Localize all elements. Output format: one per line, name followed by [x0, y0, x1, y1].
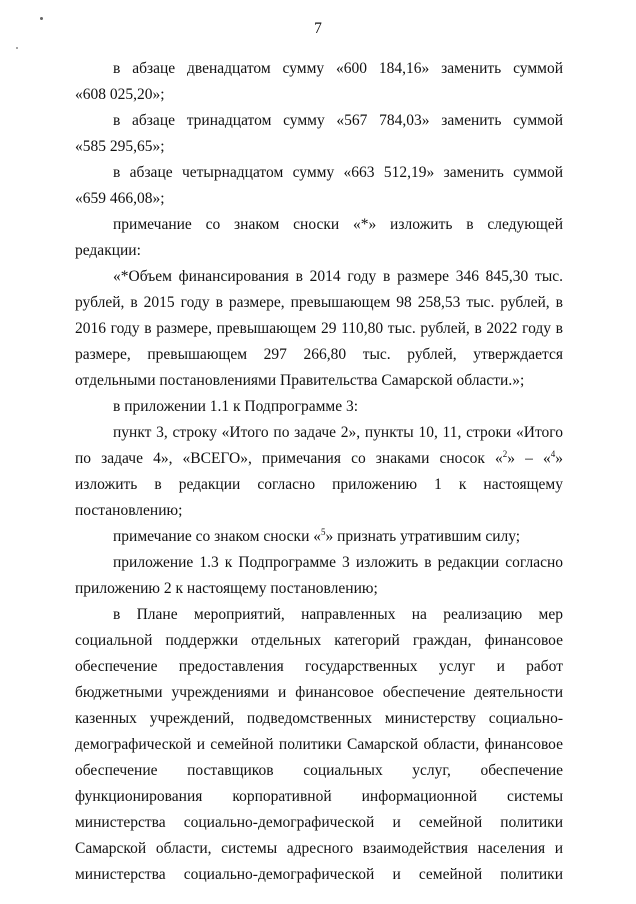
paragraph-text: » изложить в редакции согласно приложению 1 к настоящему постановлению;: [75, 450, 563, 519]
footnote-mark: 4: [550, 449, 556, 459]
document-body: [75, 56, 563, 888]
paragraph: в абзаце двенадцатом сумму «600 184,16» заменить суммой: [113, 60, 563, 77]
paragraph-text: » – «: [507, 450, 551, 467]
paragraph: в Плане мероприятий, направленных на реализацию мер социальной поддержки отдельных категорий граждан, финансовое обеспечение предоставления государственных услуг и работ бюджетными учреждениями и финансовое обеспечение деятельности казенных учреждений, подведомственных министерству социально-демографической и семейной политики Самарской области, финансовое обеспечение поставщиков социальных услуг, обеспечение функционирования корпоративной информационной системы министерства социально-демографической и семейной политики Самарской области, системы адресного взаимодействия населения и министерства социально-демографической и семейной политики: [75, 606, 563, 883]
paragraph: в приложении 1.1 к Подпрограмме 3:: [113, 398, 359, 415]
paragraph-text: пункт 3, строку «Итого по задаче 2», пункты 10, 11, строки «Итого по задаче 4», «ВСЕГО», примечания со знаками сносок «: [75, 424, 563, 467]
paragraph: «*Объем финансирования в 2014 году в размере 346 845,30 тыс. рублей, в 2015 году в размере, превышающем 98 258,53 тыс. рублей, в 2016 году в размере, превышающем 29 110,80 тыс. рублей, в 2022 году в размере, превышающем 297 266,80 тыс. рублей, утверждается отдельными постановлениями Правительства Самарской области.»;: [75, 268, 563, 389]
page-number: 7: [314, 20, 322, 37]
paragraph-text: примечание со знаком сноски «: [113, 528, 321, 545]
paragraph: [75, 420, 563, 524]
paragraph: «585 295,65»;: [75, 138, 165, 155]
paragraph: [75, 524, 563, 550]
footnote-mark: 2: [502, 449, 508, 459]
paragraph-text: » признать утратившим силу;: [325, 528, 521, 545]
paragraph: в абзаце тринадцатом сумму «567 784,03» заменить суммой: [113, 112, 563, 129]
paragraph: «659 466,08»;: [75, 190, 165, 207]
footnote-mark: 5: [321, 527, 326, 537]
paragraph: «608 025,20»;: [75, 86, 165, 103]
paragraph: приложение 1.3 к Подпрограмме 3 изложить в редакции согласно приложению 2 к настоящему постановлению;: [75, 554, 563, 597]
paragraph: примечание со знаком сноски «*» изложить в следующей редакции:: [75, 216, 563, 259]
scan-speck: [16, 47, 18, 49]
paragraph: в абзаце четырнадцатом сумму «663 512,19» заменить суммой: [113, 164, 563, 181]
